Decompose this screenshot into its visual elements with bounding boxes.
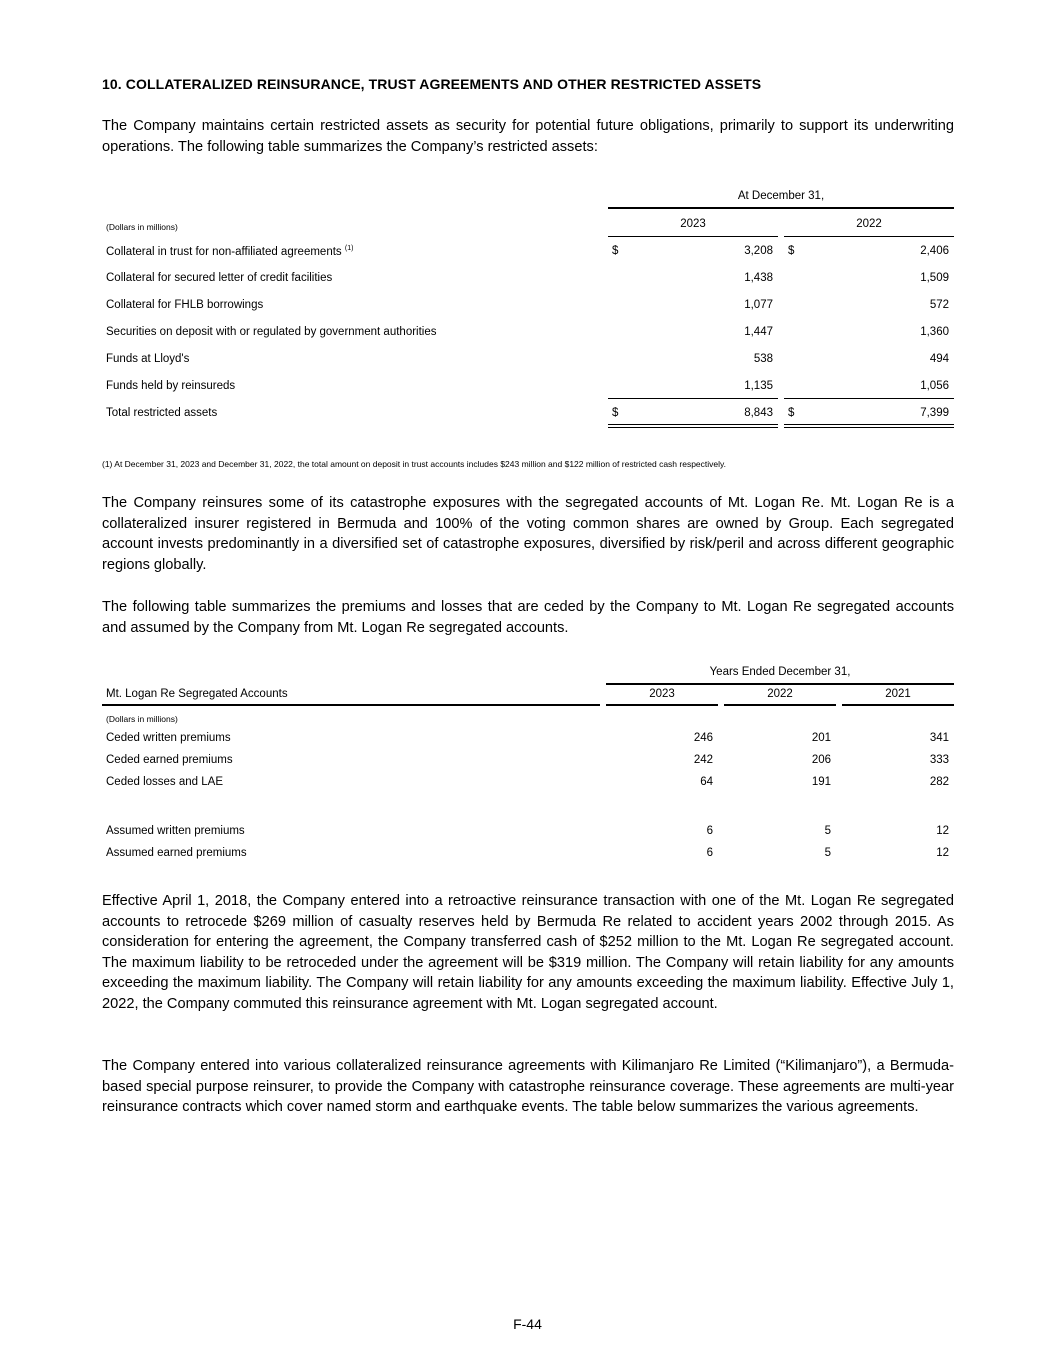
total-label: Total restricted assets [106,407,218,419]
intro-paragraph: The Company maintains certain restricted assets as security for potential future obligations, primarily to support its underwriting operations. The following table summarizes the Company’s restricted assets: [102,118,954,155]
cell-2022: 572 [929,299,949,311]
row-label: Funds held by reinsureds [106,380,236,392]
cell-2023: 1,135 [744,380,773,392]
cell-2021: 333 [929,754,949,766]
cell-2022: 191 [811,776,831,788]
row-label: Funds at Lloyd's [106,353,190,365]
section-heading: 10. COLLATERALIZED REINSURANCE, TRUST AGREEMENTS AND OTHER RESTRICTED ASSETS [102,76,762,92]
table2-intro-paragraph: The following table summarizes the premiums and losses that are ceded by the Company to Mt. Logan Re segregated accounts and assumed by the Company from Mt. Logan Re segregated accounts. [102,599,954,636]
cell-2023: 64 [700,776,713,788]
subtotal-rule-2022 [784,398,954,399]
cell-2023: 6 [706,825,713,837]
cell-2022: 201 [811,732,831,744]
total-double-rule-2022 [784,424,954,428]
cell-2022: 1,509 [920,272,949,284]
mt-logan-paragraph: The Company reinsures some of its catastrophe exposures with the segregated accounts of Mt. Logan Re. Mt. Logan Re is a collateralized insurer registered in Bermuda and 100% of the voting common shares are owned by Group. Each segregated account invests predominantly in a diversified set of catastrophe exposures, diversified by risk/peril and across different geographic regions globally. [102,495,954,573]
table1-footnote: (1) At December 31, 2023 and December 31, 2022, the total amount on deposit in trust accounts includes $243 million and $122 million of restricted cash respectively. [102,459,726,469]
cell-2021: 12 [936,847,949,859]
row-label: Assumed written premiums [106,825,245,837]
cell-2023: 1,438 [744,272,773,284]
currency-symbol: $ [788,407,795,419]
page-number: F-44 [513,1316,542,1332]
table2-col-2023: 2023 [649,688,675,700]
subtotal-rule-2023 [608,398,778,399]
table2-title: Mt. Logan Re Segregated Accounts [106,688,288,700]
table2-col-rule-2021 [842,704,954,706]
row-label: Ceded earned premiums [106,754,233,766]
total-double-rule-2023 [608,424,778,428]
row-label: Collateral for FHLB borrowings [106,299,264,311]
table1-units: (Dollars in millions) [106,222,178,232]
footnote-marker: (1) [344,245,354,252]
cell-2022: 206 [811,754,831,766]
table1-group-header: At December 31, [737,190,825,202]
cell-2021: 12 [936,825,949,837]
cell-2023: 6 [706,847,713,859]
table2-group-header: Years Ended December 31, [709,666,851,678]
cell-2023: 246 [693,732,713,744]
table2-group-rule [606,683,954,685]
cell-2021: 282 [929,776,949,788]
retroactive-paragraph: Effective April 1, 2018, the Company entered into a retroactive reinsurance transaction with one of the Mt. Logan Re segregated accounts to retrocede $269 million of casualty reserves held by Bermuda Re related to accident years 2002 through 2015. As consideration for entering the agreement, the Company transferred cash of $252 million to the Mt. Logan Re segregated account. The maximum liability to be retroceded under the agreement will be $319 million. The Company will retain liability for any amounts exceeding the maximum liability. The Company will retain liability for any amounts exceeding the maximum liability. Effective July 1, 2022, the Company commuted this reinsurance agreement with Mt. Logan segregated account. [102,893,954,1012]
cell-2023: 1,077 [744,299,773,311]
table2-title-rule [102,704,600,706]
row-label: Assumed earned premiums [106,847,247,859]
row-label: Ceded losses and LAE [106,776,223,788]
table1-col-rule-2022 [784,236,954,237]
total-2022: 7,399 [920,407,949,419]
table1-col-2023: 2023 [680,218,706,230]
total-2023: 8,843 [744,407,773,419]
row-label: Ceded written premiums [106,732,231,744]
kilimanjaro-paragraph: The Company entered into various collateralized reinsurance agreements with Kilimanjaro Re Limited (“Kilimanjaro”), a Bermuda-based special purpose reinsurer, to provide the Company with catastrophe reinsurance coverage. These agreements are multi-year reinsurance contracts which cover named storm and earthquake events. The table below summarizes the various agreements. [102,1058,954,1116]
table-row [106,245,353,258]
cell-2023: 538 [753,353,773,365]
table2-col-2021: 2021 [885,688,911,700]
cell-2022: 1,056 [920,380,949,392]
currency-symbol: $ [612,245,619,257]
cell-2022: 2,406 [920,245,949,257]
row-label: Collateral in trust for non-affiliated agreements [106,245,342,258]
cell-2022: 5 [824,847,831,859]
table1-col-rule-2023 [608,236,778,237]
row-label: Collateral for secured letter of credit facilities [106,272,333,284]
cell-2022: 5 [824,825,831,837]
row-label: Securities on deposit with or regulated by government authorities [106,326,437,338]
cell-2022: 1,360 [920,326,949,338]
table2-col-2022: 2022 [767,688,793,700]
table2-units: (Dollars in millions) [106,714,178,724]
currency-symbol: $ [612,407,619,419]
table1-group-rule [608,207,954,209]
table2-col-rule-2023 [606,704,718,706]
cell-2021: 341 [929,732,949,744]
table2-col-rule-2022 [724,704,836,706]
cell-2023: 3,208 [744,245,773,257]
cell-2023: 1,447 [744,326,773,338]
table1-col-2022: 2022 [856,218,882,230]
currency-symbol: $ [788,245,795,257]
cell-2022: 494 [929,353,949,365]
cell-2023: 242 [693,754,713,766]
